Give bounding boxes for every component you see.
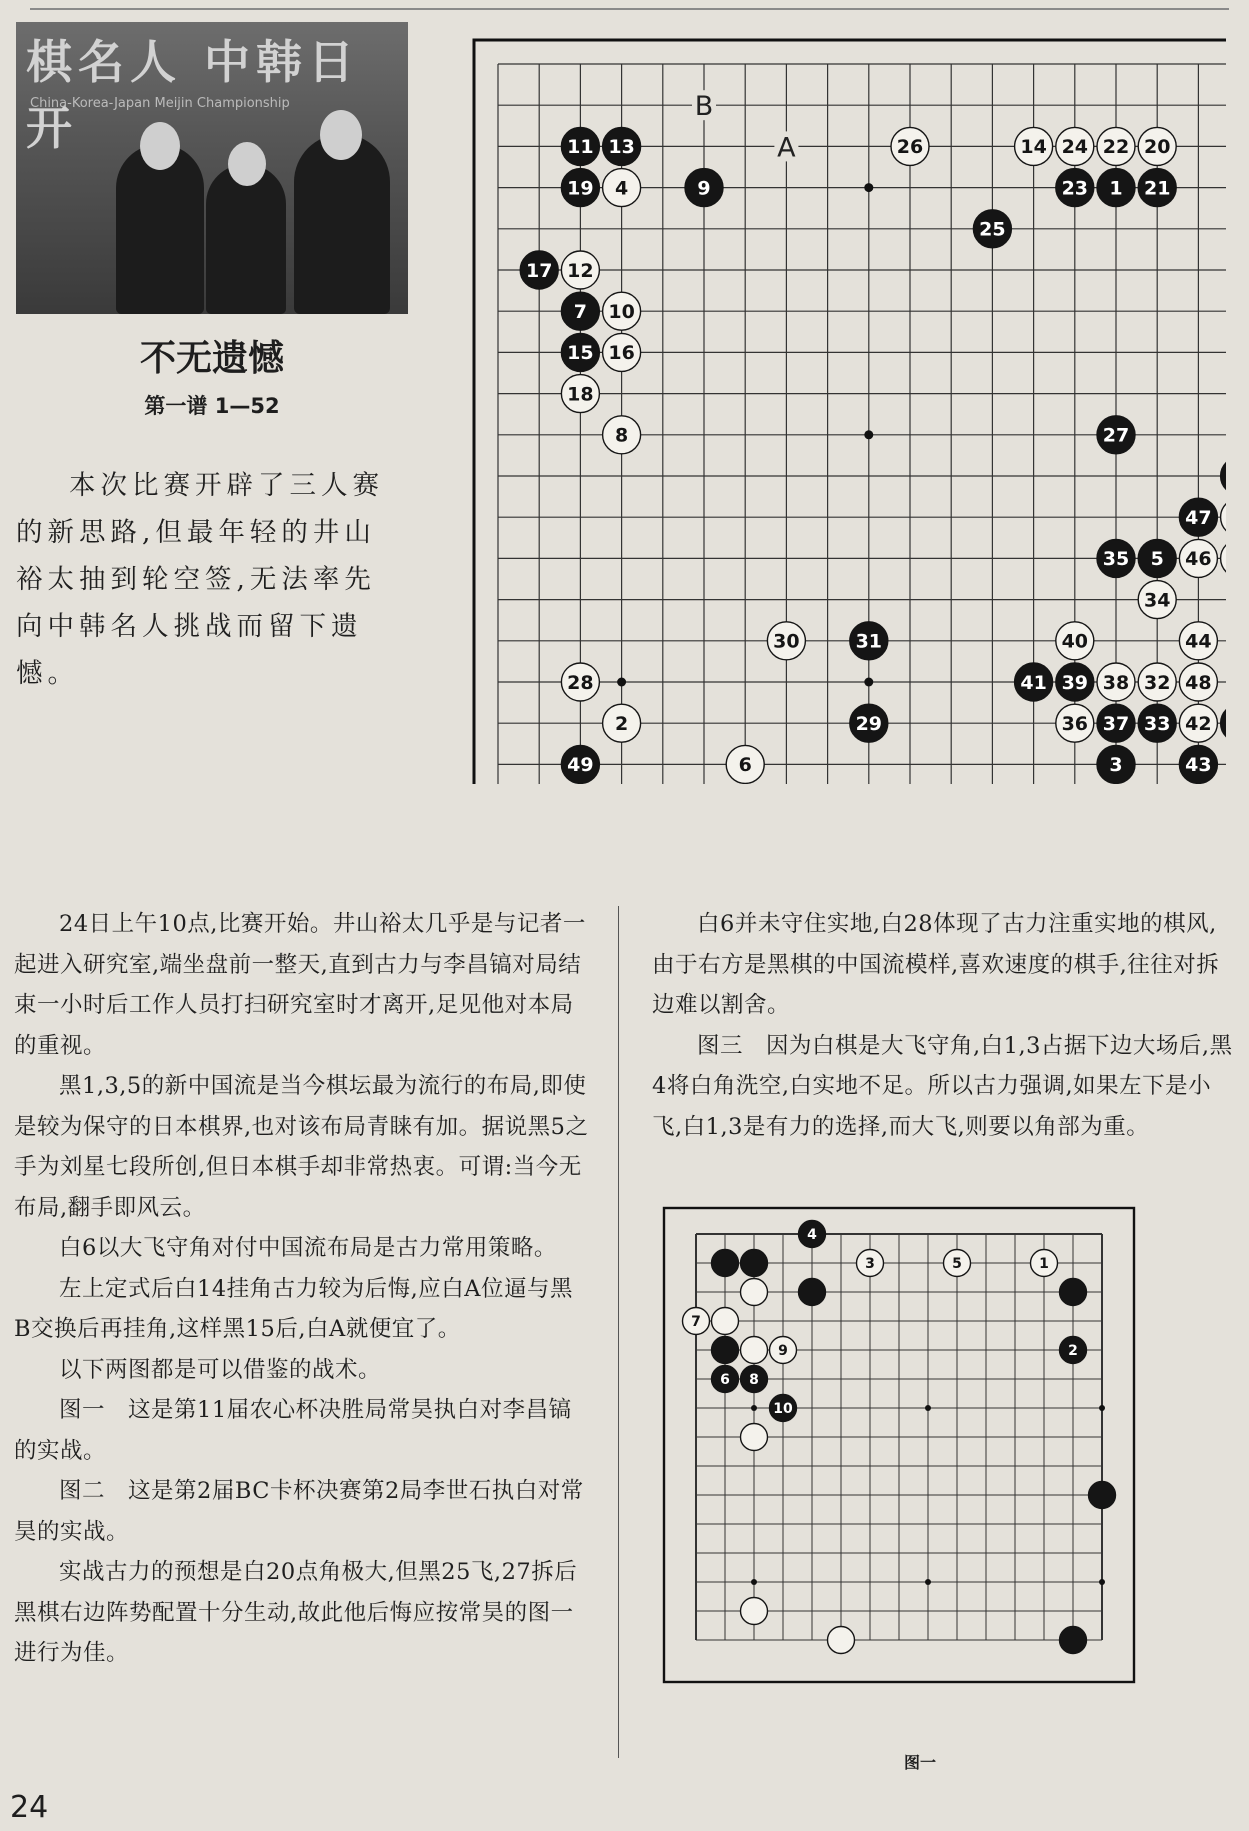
player-head — [320, 110, 362, 160]
move-number: 23 — [1061, 177, 1089, 200]
move-number: 26 — [896, 136, 924, 159]
diagram-caption: 图一 — [903, 1753, 936, 1772]
move-number: 46 — [1185, 548, 1212, 571]
paragraph: 白6并未守住实地,白28体现了古力注重实地的棋风,由于右方是黑棋的中国流模样,喜欢速度的棋手,往往对拆边难以割舍。 — [652, 911, 1220, 1018]
stone-white — [741, 1337, 768, 1364]
stone-white — [1056, 622, 1094, 660]
stone-white — [770, 1337, 797, 1364]
move-number: 29 — [855, 713, 883, 736]
stone-white — [1138, 581, 1176, 619]
star-point — [1099, 1405, 1105, 1411]
article-title: 不无遗憾 — [139, 338, 284, 379]
stone-black — [520, 251, 558, 289]
move-number: 8 — [749, 1372, 759, 1389]
move-number: 8 — [614, 424, 629, 447]
paragraph: 图二 这是第2届BC卡杯决赛第2局李世石执白对常昊的实战。 — [14, 1478, 584, 1545]
move-number: 40 — [1061, 630, 1089, 653]
stone-white — [1097, 663, 1135, 701]
move-number: 21 — [1143, 177, 1171, 200]
record-subtitle: 第一谱 1—52 — [144, 394, 280, 418]
stone-white — [1138, 127, 1176, 165]
stone-black — [561, 169, 599, 207]
move-number: 22 — [1102, 136, 1130, 159]
main-go-board — [470, 36, 1226, 784]
right-text-column — [652, 904, 1236, 1147]
stone-black — [741, 1366, 768, 1393]
stone-white — [857, 1250, 884, 1277]
stone-white — [1221, 539, 1226, 577]
stone-black — [712, 1250, 739, 1277]
move-number: 19 — [567, 177, 594, 200]
move-number: 38 — [1102, 671, 1130, 694]
move-number: 7 — [691, 1314, 701, 1331]
star-point — [751, 1405, 757, 1411]
stone-black — [1221, 457, 1226, 495]
paragraph: 白6以大飞守角对付中国流布局是古力常用策略。 — [59, 1235, 557, 1261]
stone-white — [603, 292, 641, 330]
diagram-1-go-board — [662, 1206, 1192, 1736]
move-number: 4 — [807, 1227, 817, 1244]
board-label: B — [694, 91, 714, 123]
stone-white — [1056, 127, 1094, 165]
stone-black — [1060, 1279, 1087, 1306]
stone-white — [1015, 127, 1053, 165]
move-number: 13 — [608, 136, 635, 159]
stone-white — [741, 1424, 768, 1451]
stone-black — [1089, 1482, 1116, 1509]
star-point — [1099, 1579, 1105, 1585]
move-number: 14 — [1020, 136, 1047, 159]
stone-black — [1060, 1337, 1087, 1364]
stone-white — [1179, 539, 1217, 577]
star-point — [864, 183, 873, 192]
stone-black — [799, 1221, 826, 1248]
stone-black — [561, 292, 599, 330]
paragraph: 左上定式后白14挂角古力较为后悔,应白A位逼与黑B交换后再挂角,这样黑15后,白A就便宜了。 — [14, 1275, 574, 1342]
stone-black — [850, 704, 888, 742]
move-number: 47 — [1185, 507, 1212, 530]
stone-white — [767, 622, 805, 660]
stone-white — [712, 1308, 739, 1335]
move-number: 3 — [1109, 754, 1123, 777]
move-number: 30 — [773, 630, 800, 653]
stone-black — [1097, 416, 1135, 454]
stone-white — [603, 169, 641, 207]
stone-black — [712, 1366, 739, 1393]
move-number: 24 — [1061, 136, 1089, 159]
stone-black — [1138, 704, 1176, 742]
move-number: 5 — [952, 1256, 962, 1273]
move-number: 7 — [573, 301, 588, 324]
intro-paragraph: 本次比赛开辟了三人赛的新思路,但最年轻的井山裕太抽到轮空签,无法率先向中韩名人挑战而留下遗憾。 — [16, 470, 384, 689]
move-number: 43 — [1185, 754, 1212, 777]
paragraph: 图三 因为白棋是大飞守角,白1,3占据下边大场后,黑4将白角洗空,白实地不足。所以古力强调,如果左下是小飞,白1,3是有力的选择,而大飞,则要以角部为重。 — [652, 1032, 1233, 1140]
stone-black — [741, 1250, 768, 1277]
move-number: 27 — [1102, 424, 1130, 447]
stone-white — [1097, 127, 1135, 165]
move-number: 10 — [773, 1401, 793, 1418]
move-number: 18 — [567, 383, 594, 406]
players-photo — [16, 22, 408, 314]
move-number: 31 — [855, 630, 883, 653]
star-point — [925, 1405, 931, 1411]
move-number: 4 — [614, 177, 629, 200]
stone-black — [1060, 1627, 1087, 1654]
stone-white — [741, 1598, 768, 1625]
player-figure — [206, 164, 286, 314]
move-number: 17 — [525, 259, 553, 282]
stone-white — [891, 127, 929, 165]
paragraph: 实战古力的预想是白20点角极大,但黑25飞,27拆后黑棋右边阵势配置十分生动,故此他后悔应按常昊的图一进行为佳。 — [14, 1559, 578, 1666]
stone-black — [712, 1337, 739, 1364]
stone-white — [603, 333, 641, 371]
move-number: 6 — [720, 1372, 730, 1389]
move-number: 20 — [1143, 136, 1171, 159]
move-number: 34 — [1143, 589, 1171, 612]
stone-white — [1031, 1250, 1058, 1277]
star-point — [617, 678, 626, 687]
stone-white — [741, 1279, 768, 1306]
stone-white — [1179, 622, 1217, 660]
stone-black — [685, 169, 723, 207]
move-number: 11 — [567, 136, 594, 159]
move-number: 12 — [567, 259, 594, 282]
stone-white — [603, 704, 641, 742]
stone-black — [1056, 663, 1094, 701]
stone-black — [973, 210, 1011, 248]
stone-white — [683, 1308, 710, 1335]
stone-black — [850, 622, 888, 660]
move-number: 5 — [1150, 548, 1164, 571]
move-number: 44 — [1185, 630, 1212, 653]
move-number: 33 — [1143, 713, 1171, 736]
move-number: 48 — [1185, 671, 1212, 694]
stone-black — [1138, 539, 1176, 577]
stone-black — [1097, 169, 1135, 207]
star-point — [864, 430, 873, 439]
stone-black — [561, 745, 599, 783]
move-number: 25 — [979, 218, 1006, 241]
page-number: 24 — [10, 1790, 49, 1825]
player-figure — [294, 134, 390, 314]
star-point — [751, 1579, 757, 1585]
stone-black — [1097, 745, 1135, 783]
move-number: 49 — [567, 754, 594, 777]
move-number: 3 — [865, 1256, 875, 1273]
stone-white — [828, 1627, 855, 1654]
move-number: 9 — [778, 1343, 788, 1360]
stone-white — [1138, 663, 1176, 701]
board-label: A — [777, 132, 796, 164]
stone-white — [1056, 704, 1094, 742]
stone-black — [1179, 745, 1217, 783]
stone-black — [1179, 498, 1217, 536]
move-number: 32 — [1143, 671, 1171, 694]
move-number: 42 — [1185, 713, 1212, 736]
stone-black — [799, 1279, 826, 1306]
stone-white — [561, 375, 599, 413]
player-head — [228, 142, 266, 186]
stone-black — [1015, 663, 1053, 701]
photo-banner: 棋名人 中韩日 开 — [26, 35, 361, 155]
stone-black — [770, 1395, 797, 1422]
stone-black — [603, 127, 641, 165]
stone-white — [1179, 663, 1217, 701]
move-number: 15 — [567, 342, 594, 365]
move-number: 41 — [1020, 671, 1047, 694]
move-number: 2 — [1068, 1343, 1078, 1360]
stone-black — [1097, 539, 1135, 577]
stone-black — [1221, 704, 1226, 742]
move-number: 39 — [1061, 671, 1089, 694]
star-point — [925, 1579, 931, 1585]
paragraph: 图一 这是第11届农心杯决胜局常昊执白对李昌镐的实战。 — [14, 1397, 572, 1464]
stone-white — [561, 251, 599, 289]
stone-white — [561, 663, 599, 701]
star-point — [864, 678, 873, 687]
move-number: 16 — [608, 342, 635, 365]
column-divider — [618, 906, 619, 1758]
move-number: 2 — [614, 713, 629, 736]
move-number: 6 — [738, 754, 752, 777]
stone-black — [1138, 169, 1176, 207]
stone-white — [1221, 498, 1226, 536]
stone-white — [944, 1250, 971, 1277]
move-number: 10 — [608, 301, 635, 324]
stone-white — [1179, 704, 1217, 742]
paragraph: 黑1,3,5的新中国流是当今棋坛最为流行的布局,即使是较为保守的日本棋界,也对该布局青睐有加。据说黑5之手为刘星七段所创,但日本棋手却非常热衷。可谓:当今无布局,翻手即风云。 — [14, 1073, 589, 1221]
stone-white — [603, 416, 641, 454]
stone-black — [561, 333, 599, 371]
stone-black — [1097, 704, 1135, 742]
top-rule — [30, 8, 1229, 10]
stone-black — [561, 127, 599, 165]
move-number: 9 — [697, 177, 711, 200]
move-number: 1 — [1039, 1256, 1049, 1273]
move-number: 35 — [1102, 548, 1130, 571]
stone-white — [726, 745, 764, 783]
left-text-column — [14, 904, 590, 1674]
stone-black — [1056, 169, 1094, 207]
move-number: 1 — [1109, 177, 1123, 200]
photo-banner-subtitle: China-Korea-Japan Meijin Championship — [30, 96, 290, 111]
player-head — [140, 122, 180, 170]
paragraph: 24日上午10点,比赛开始。井山裕太几乎是与记者一起进入研究室,端坐盘前一整天,直到古力与李昌镐对局结束一小时后工作人员打扫研究室时才离开,足见他对本局的重视。 — [14, 911, 586, 1059]
move-number: 28 — [567, 671, 594, 694]
move-number: 37 — [1102, 713, 1130, 736]
move-number: 36 — [1061, 713, 1089, 736]
paragraph: 以下两图都是可以借鉴的战术。 — [59, 1356, 382, 1383]
